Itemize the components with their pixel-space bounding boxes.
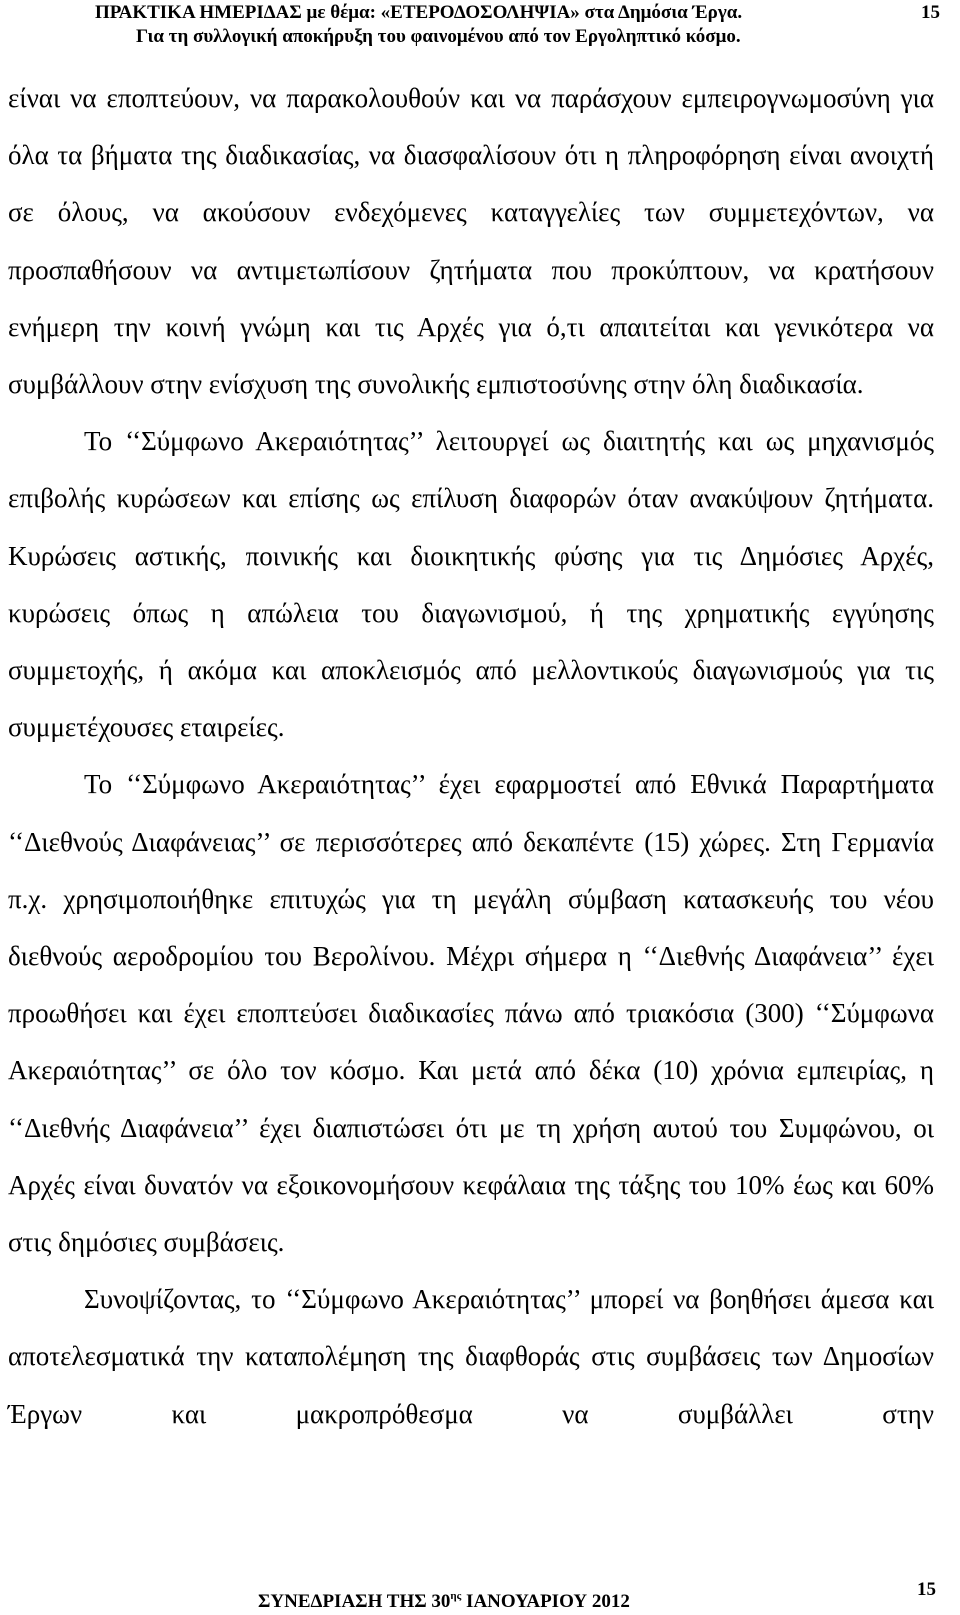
paragraph-summary: Συνοψίζοντας, το ‘‘Σύμφωνο Ακεραιότητας’’ μπορεί να βοηθήσει άμεσα και αποτελεσματικά την καταπολέμηση της διαφθοράς στις συμβάσεις των Δημοσίων Έργων και μακροπρόθεσμα να συμβάλλει στην: [8, 1284, 934, 1429]
page-footer: [0, 1579, 960, 1613]
running-header: [0, 0, 960, 52]
footer-title-end: ΙΑΝΟΥΑΡΙΟΥ 2012: [461, 1591, 630, 1612]
footer-page-number: 15: [917, 1579, 936, 1600]
header-title-line: ΠΡΑΚΤΙΚΑ ΗΜΕΡΙΔΑΣ με θέμα: «ΕΤΕΡΟΔΟΣΟΛΗΨΙΑ» στα Δημόσια Έργα.: [95, 2, 743, 23]
footer-title-ordinal: ης: [450, 1590, 462, 1602]
paragraph-integrity-pact-role: Το ‘‘Σύμφωνο Ακεραιότητας’’ λειτουργεί ως διαιτητής και ως μηχανισμός επιβολής κυρώσεων και επίσης ως επίλυση διαφορών όταν ανακύψουν ζητήματα. Κυρώσεις αστικής, ποινικής και διοικητικής φύσης για τις Δημόσιες Αρχές, κυρώσεις όπως η απώλεια του διαγωνισμού, ή της χρηματικής εγγύησης συμμετοχής, ή ακόμα και αποκλεισμός από μελλοντικούς διαγωνισμούς για τις συμμετέχουσες εταιρείες.: [8, 426, 934, 743]
paragraph-continuation: είναι να εποπτεύουν, να παρακολουθούν και να παράσχουν εμπειρογνωμοσύνη για όλα τα βήματα της διαδικασίας, να διασφαλίσουν ότι η πληροφόρηση είναι ανοιχτή σε όλους, να ακούσουν ενδεχόμενες καταγγελίες των συμμετεχόντων, να προσπαθήσουν να αντιμετωπίσουν ζητήματα που προκύπτουν, να κρατήσουν ενήμερη την κοινή γνώμη και τις Αρχές για ό,τι απαιτείται και γενικότερα να συμβάλλουν στην ενίσχυση της συνολικής εμπιστοσύνης στην όλη διαδικασία.: [8, 83, 934, 400]
footer-session-title: [258, 1583, 630, 1615]
header-page-number: 15: [921, 2, 940, 23]
footer-title-start: ΣΥΝΕΔΡΙΑΣΗ ΤΗΣ 30: [258, 1591, 451, 1612]
header-subtitle-line: Για τη συλλογική αποκήρυξη του φαινομένου από τον Εργοληπτικό κόσμο.: [136, 26, 741, 47]
paragraph-integrity-pact-application: Το ‘‘Σύμφωνο Ακεραιότητας’’ έχει εφαρμοστεί από Εθνικά Παραρτήματα ‘‘Διεθνούς Διαφάνειας’’ σε περισσότερες από δεκαπέντε (15) χώρες. Στη Γερμανία π.χ. χρησιμοποιήθηκε επιτυχώς για τη μεγάλη σύμβαση κατασκευής του νέου διεθνούς αεροδρομίου του Βερολίνου. Μέχρι σήμερα η ‘‘Διεθνής Διαφάνεια’’ έχει προωθήσει και έχει εποπτεύσει διαδικασίες πάνω από τριακόσια (300) ‘‘Σύμφωνα Ακεραιότητας’’ σε όλο τον κόσμο. Και μετά από δέκα (10) χρόνια εμπειρίας, η ‘‘Διεθνής Διαφάνεια’’ έχει διαπιστώσει ότι με τη χρήση αυτού του Συμφώνου, οι Αρχές είναι δυνατόν να εξοικονομήσουν κεφάλαια της τάξης του 10% έως και 60% στις δημόσιες συμβάσεις.: [8, 769, 934, 1258]
document-body: [8, 70, 934, 1443]
